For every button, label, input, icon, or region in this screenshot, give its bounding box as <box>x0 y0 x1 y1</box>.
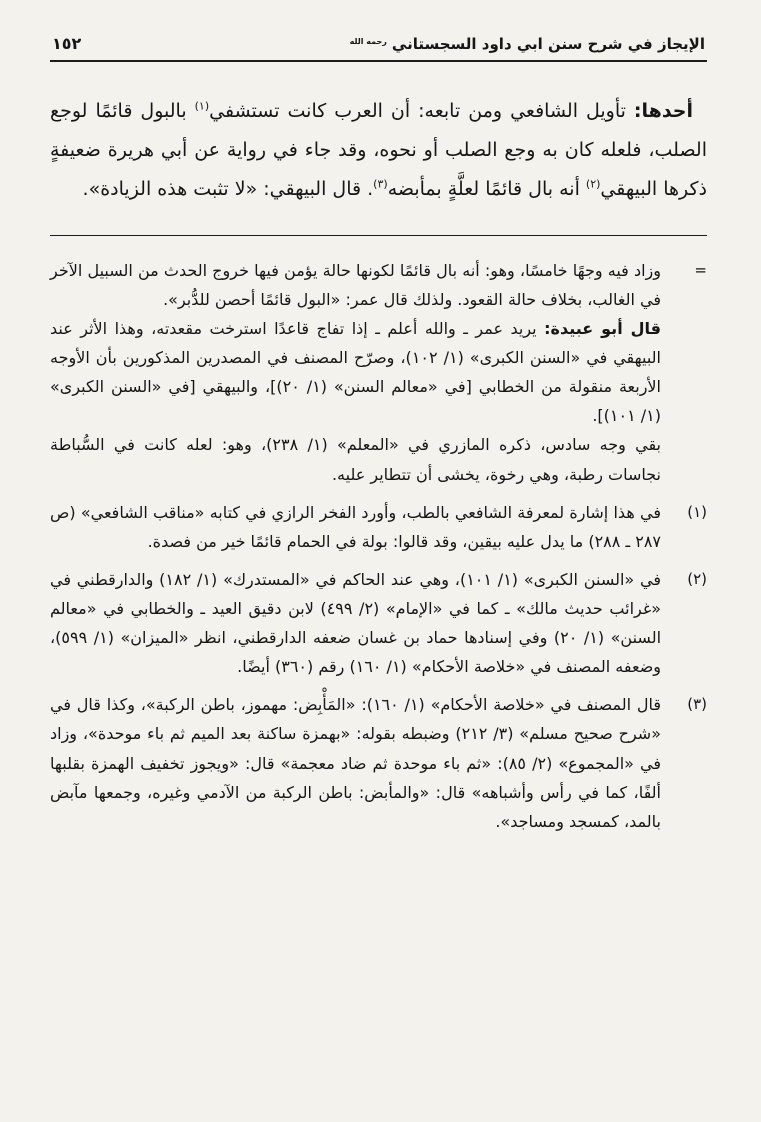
book-title: الإيجاز في شرح سنن ابي داود السجستاني <box>391 35 705 53</box>
footnote-paragraph <box>50 690 661 836</box>
footnote-body <box>50 690 661 836</box>
page-number: ١٥٢ <box>52 34 82 53</box>
body-segment-3: أنه بال قائمًا لعلَّةٍ بمأبضه <box>387 177 586 200</box>
footnote-text: في هذا إشارة لمعرفة الشافعي بالطب، وأورد الفخر الرازي في كتابه «مناقب الشافعي» (ص ٢٨٧ ـ ٢٨٨) ما يدل عليه بيقين، وقد قالوا: بولة في الحمام قائمًا خير من فصدة. <box>50 502 661 551</box>
footnote-ref-2: (٢) <box>585 177 601 191</box>
body-segment-2: بالبول قائمًا لوجع الصلب، فلعله كان به وجع الصلب أو نحوه، وقد جاء في رواية عن أبي هريرة ضعيفةٍ ذكرها البيهقي <box>50 100 707 200</box>
page-header <box>50 30 707 60</box>
footnote-2 <box>50 565 707 681</box>
footnote-text: يريد عمر ـ والله أعلم ـ إذا تفاج قاعدًا استرخت مقعدته، وهذا الأثر عند البيهقي في «السنن الكبرى» (١/ ١٠٢)، وصرّح المصنف في المصدرين المذكورين بأن الأوجه الأربعة منقولة من الخطابي [في «معالم السنن» (١/ ٢٠)]، والبيهقي [في «السنن الكبرى» (١/ ١٠١)]. <box>50 319 661 426</box>
footnote-text: وزاد فيه وجهًا خامسًا، وهو: أنه بال قائمًا لكونها حالة يؤمن فيها خروج الحدث من السبيل الآخر في الغالب، بخلاف حالة القعود. ولذلك قال عمر: «البول قائمًا أحصن للدُّبر». <box>50 260 661 309</box>
header-title-wrap <box>350 35 705 53</box>
header-rule <box>50 60 707 62</box>
footnote-ref-1: (١) <box>194 99 210 113</box>
footnote-text: في «السنن الكبرى» (١/ ١٠١)، وهي عند الحاكم في «المستدرك» (١/ ١٨٢) والدارقطني في «غرائب حديث مالك» ـ كما في «الإمام» (٢/ ٤٩٩) لابن دقيق العيد ـ والخطابي في «معالم السنن» (١/ ٢٠) وفي إسنادها حماد بن غسان ضعفه الدارقطني، انظر «الميزان» (١/ ٥٩٩)، وضعفه المصنف في «خلاصة الأحكام» (١/ ١٦٠) رقم (٣٦٠) أيضًا. <box>50 569 662 677</box>
footnote-marker-1: (١) <box>687 502 707 521</box>
footnote-3 <box>50 690 707 836</box>
footnote-body <box>50 565 661 681</box>
footnote-paragraph <box>50 430 661 488</box>
footnote-paragraph <box>50 256 661 314</box>
footnote-lead-abu-ubaydah: قال أبو عبيدة: <box>544 319 662 339</box>
body-paragraph <box>50 92 707 209</box>
footnote-paragraph <box>50 314 661 430</box>
footnote-marker-3: (٣) <box>687 695 707 714</box>
footnote-1 <box>50 498 707 556</box>
footnote-ref-3: (٣) <box>373 177 388 191</box>
footnotes-section <box>50 256 707 836</box>
footnote-continuation <box>50 256 707 489</box>
paragraph-lead: أحدها: <box>633 100 693 122</box>
footnote-body <box>50 256 661 489</box>
footnote-paragraph <box>50 498 661 556</box>
footnote-text: قال المصنف في «خلاصة الأحكام» (١/ ١٦٠): «المَأْبِض: مهموز، باطن الركبة»، وكذا قال في «شرح صحيح مسلم» (٣/ ٢١٢) وضبطه بقوله: «بهمزة ساكنة بعد الميم ثم باء موحدة»، وزاد في «المجموع» (٢/ ٨٥): «ثم باء موحدة ثم ضاد معجمة» قال: «ويجوز تخفيف الهمزة بقلبها ألفًا، كما في رأس وأشباهه» قال: «والمأبض: باطن الركبة من الآدمي وغيره، وجمعها مآبض بالمد، كمسجد ومساجد». <box>50 695 661 831</box>
body-segment-1: تأويل الشافعي ومن تابعه: أن العرب كانت تستشفي <box>209 100 634 122</box>
footnote-separator-rule <box>50 235 707 236</box>
rahimahullah-ornament: رحمه الله <box>349 37 387 46</box>
main-text <box>50 92 707 209</box>
footnote-marker-2: (٢) <box>687 569 707 588</box>
footnote-marker-continuation: = <box>694 260 707 279</box>
footnote-body <box>50 498 661 556</box>
footnote-paragraph <box>50 565 661 681</box>
footnote-text: بقي وجه سادس، ذكره المازري في «المعلم» (١/ ٢٣٨)، وهو: لعله كانت في السُّباطة نجاسات رطبة، وهي رخوة، يخشى أن تتطاير عليه. <box>50 435 662 484</box>
body-segment-4: . قال البيهقي: «لا تثبت هذه الزيادة». <box>82 177 374 200</box>
